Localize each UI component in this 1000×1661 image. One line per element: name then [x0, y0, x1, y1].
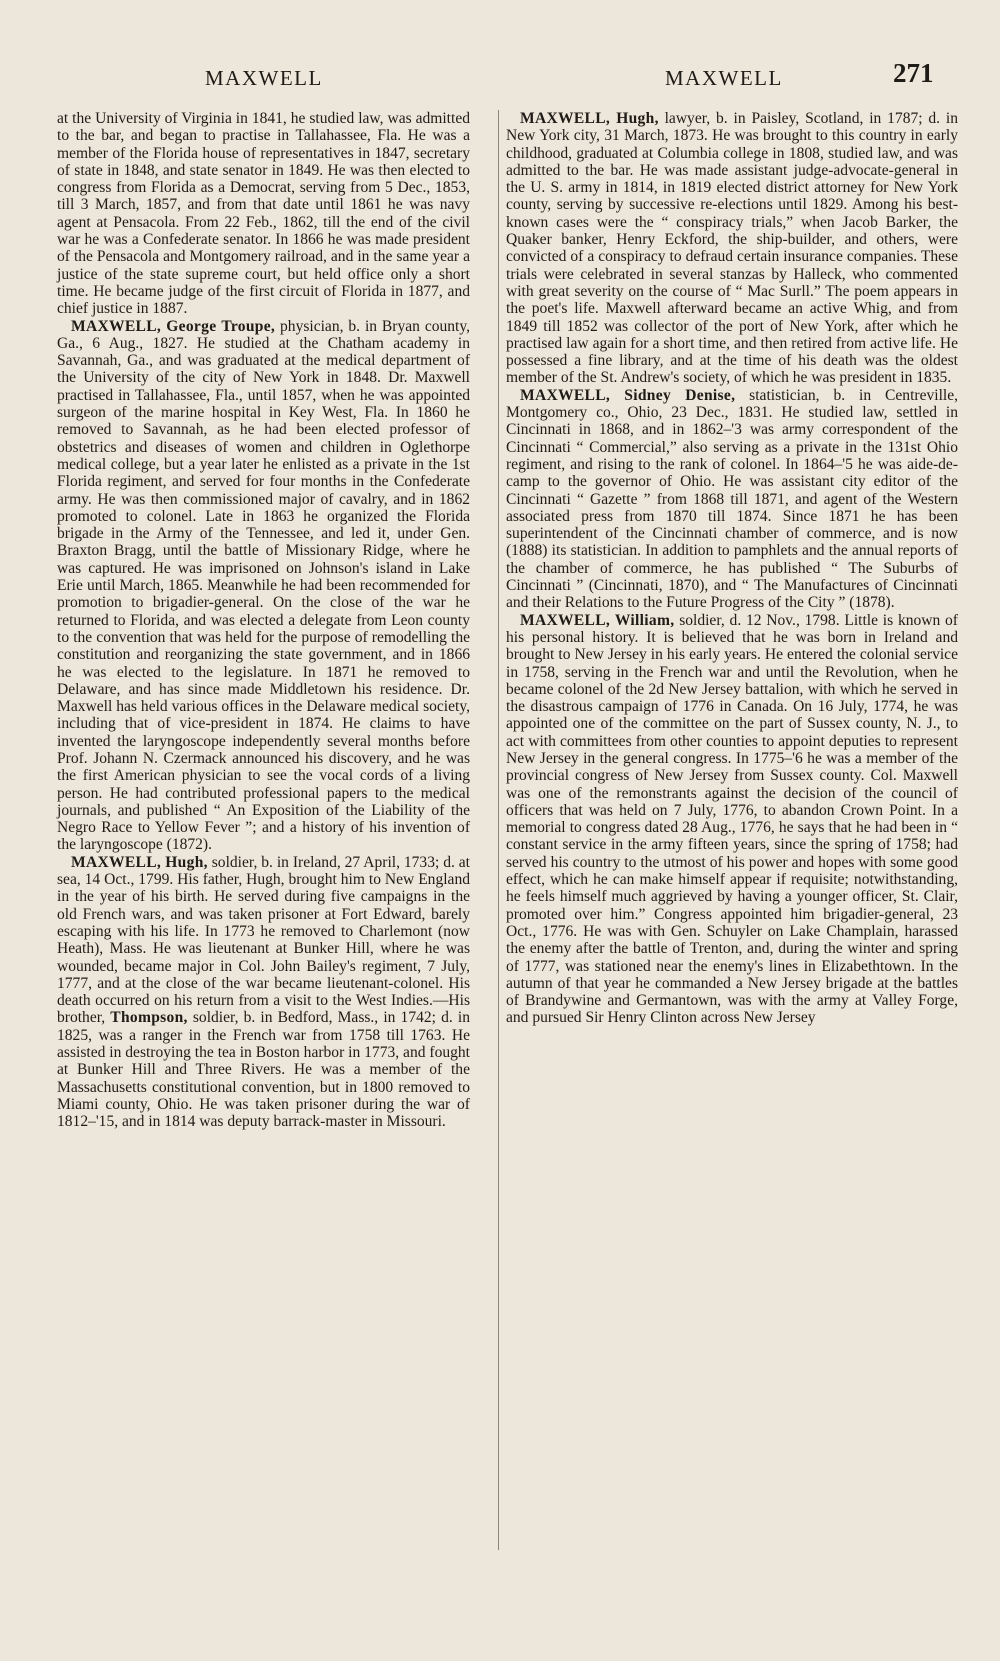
entry-headword: MAXWELL, Hugh, — [71, 853, 208, 871]
entry-text: lawyer, b. in Paisley, Scotland, in 1787; d. in New York city, 31 March, 1873. He was brought to this country in early childhood, graduated at Columbia college in 1808, studied law, and was admitted to the bar. He was made assistant judge-advocate-general in the U. S. army in 1814, in 1819 elected district attorney for New York county, serving by successive re-elections until 1829. Among his best-known cases were the “ conspiracy trials,” when Jacob Barker, the Quaker banker, Henry Eckford, the ship-builder, and others, were convicted of a conspiracy to defraud certain insurance companies. These trials were celebrated in several stanzas by Halleck, who commented with great severity on the course of “ Mac Surll.” The poem appears in the poet's life. Maxwell afterward became an active Whig, and from 1849 till 1852 was collector of the port of New York, after which he practised law again for a short time, and then retired from active life. He possessed a fine library, and at the time of his death was the oldest member of the St. Andrew's society, of which he was president in 1835. — [506, 110, 958, 387]
entry-headword: MAXWELL, Sidney Denise, — [520, 386, 736, 404]
entry-text-continued: soldier, b. in Bedford, Mass., in 1742; d. in 1825, was a ranger in the French war from 1758 till 1763. He assisted in destroying the tea in Boston harbor in 1773, and fought at Bunker Hill and Three Rivers. He was a member of the Massachusetts constitutional convention, but in 1800 removed to Miami county, Ohio. He was taken prisoner during the war of 1812–'15, and in 1814 was deputy barrack-master in Missouri. — [57, 1009, 470, 1131]
entry-maxwell-william — [506, 612, 958, 1027]
left-column — [57, 110, 470, 1131]
right-column — [506, 110, 958, 1027]
page-number: 271 — [893, 58, 934, 88]
continued-paragraph: at the University of Virginia in 1841, he studied law, was admitted to the bar, and began to practise in Tallahassee, Fla. He was a member of the Florida house of representatives in 1847, secretary of state in 1848, and state senator in 1849. He was then elected to congress from Florida as a Democrat, serving from 5 Dec., 1853, till 3 March, 1857, and from that date until 1861 he was navy agent at Pensacola. From 22 Feb., 1862, till the end of the civil war he was a Confederate senator. In 1866 he was made president of the Pensacola and Montgomery railroad, and in the same year a justice of the state supreme court, but held office only a short time. He became judge of the first circuit of Florida in 1877, and chief justice in 1887. — [57, 110, 470, 318]
entry-maxwell-hugh-lawyer — [506, 110, 958, 387]
entry-subheadword: Thompson, — [110, 1009, 188, 1027]
entry-text: physician, b. in Bryan county, Ga., 6 Aug., 1827. He studied at the Chatham academy in Savannah, Ga., and was graduated at the medical department of the University of the city of New York in 1848. Dr. Maxwell practised in Tallahassee, Fla., until 1857, when he was appointed surgeon of the marine hospital in Key West, Fla. In 1860 he removed to Savannah, as he had been elected professor of obstetrics and diseases of women and children in Oglethorpe medical college, but a year later he enlisted as a private in the 1st Florida regiment, and served for four months in the Confederate army. He was then commissioned major of cavalry, and in 1862 promoted to colonel. Late in 1863 he organized the Florida brigade in the Army of the Tennessee, and led it, under Gen. Braxton Bragg, until the battle of Missionary Ridge, where he was captured. He was imprisoned on Johnson's island in Lake Erie until March, 1865. Meanwhile he had been recommended for promotion to brigadier-general. On the close of the war he returned to Florida, and was elected a delegate from Leon county to the convention that was held for the purpose of remodelling the constitution and reorganizing the state government, and in 1866 he was elected to the legislature. In 1871 he removed to Delaware, and has since made Middletown his residence. Dr. Maxwell has held various offices in the Delaware medical society, including that of vice-president in 1874. He claims to have invented the laryngoscope independently several months before Prof. Johann N. Czermack announced his discovery, and he was the first American physician to see the vocal cords of a living person. He had contributed professional papers to the medical journals, and published “ An Exposition of the Liability of the Negro Race to Yellow Fever ”; and a history of his invention of the laryngoscope (1872). — [57, 317, 471, 854]
entry-text: soldier, b. in Ireland, 27 April, 1733; d. at sea, 14 Oct., 1799. His father, Hugh, brought him to New England in the year of his birth. He served during five campaigns in the old French wars, and was taken prisoner at Fort Edward, barely escaping with his life. In 1773 he removed to Charlemont (now Heath), Mass. He was lieutenant at Bunker Hill, where he was wounded, became major in Col. John Bailey's regiment, 7 July, 1777, and at the close of the war became lieutenant-colonel. His death occurred on his return from a visit to the West Indies.—His brother, — [57, 853, 471, 1027]
entry-headword: MAXWELL, George Troupe, — [71, 317, 276, 335]
column-divider — [498, 110, 499, 1550]
entry-headword: MAXWELL, Hugh, — [520, 110, 659, 127]
running-header — [0, 58, 1000, 98]
entry-maxwell-hugh-soldier — [57, 854, 470, 1131]
entry-text: statistician, b. in Centreville, Montgomery co., Ohio, 23 Dec., 1831. He studied law, settled in Cincinnati in 1868, and in 1862–'3 was army correspondent of the Cincinnati “ Commercial,” also serving as a private in the 131st Ohio regiment, and rising to the rank of colonel. In 1864–'5 he was aide-de-camp to the governor of Ohio. He was assistant city editor of the Cincinnati “ Gazette ” from 1868 till 1871, and agent of the Western associated press from 1870 till 1874. Since 1871 he has been superintendent of the Cincinnati chamber of commerce, and is now (1888) its statistician. In addition to pamphlets and the annual reports of the chamber of commerce, he has published “ The Suburbs of Cincinnati ” (Cincinnati, 1870), and “ The Manufactures of Cincinnati and their Relations to the Future Progress of the City ” (1878). — [506, 386, 958, 612]
entry-maxwell-sidney-denise — [506, 387, 958, 612]
running-head-left: MAXWELL — [205, 66, 323, 90]
entry-maxwell-george-troupe — [57, 318, 470, 854]
entry-text: soldier, d. 12 Nov., 1798. Little is known of his personal history. It is believed that he was born in Ireland and brought to New Jersey in his early years. He entered the colonial service in 1758, serving in the French war and until the Revolution, when he became colonel of the 2d New Jersey battalion, with which he served in the disastrous campaign of 1776 in Canada. On 16 July, 1774, he was appointed one of the committee on the part of Sussex county, N. J., to act with committees from other counties to appoint deputies to represent New Jersey in the general congress. In 1775–'6 he was a member of the provincial congress of New Jersey from Sussex county. Col. Maxwell was one of the remonstrants against the decision of the council of officers that was held on 7 July, 1776, to abandon Crown Point. In a memorial to congress dated 28 Aug., 1776, he says that he had been in “ constant service in the army fifteen years, since the spring of 1758; had served his country to the utmost of his power and hopes with some good effect, which he can make himself appear if requisite; notwithstanding, he feels himself much aggrieved by having a younger officer, St. Clair, promoted over him.” Congress appointed him brigadier-general, 23 Oct., 1776. He was with Gen. Schuyler on Lake Champlain, harassed the enemy after the battle of Trenton, and, during the winter and spring of 1777, was stationed near the enemy's lines in Elizabethtown. In the autumn of that year he commanded a New Jersey brigade at the battles of Brandywine and Germantown, was with the army at Valley Forge, and pursued Sir Henry Clinton across New Jersey — [506, 611, 958, 1027]
running-head-right: MAXWELL — [665, 66, 783, 90]
entry-headword: MAXWELL, William, — [520, 611, 675, 629]
